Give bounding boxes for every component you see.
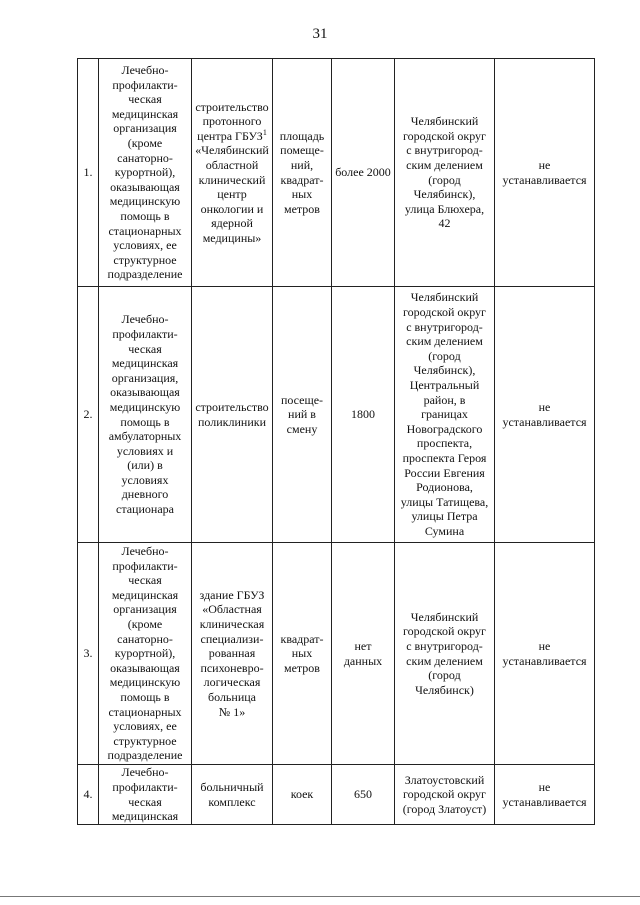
unit-cell: коек (273, 765, 332, 825)
facility-type-cell: Лечебно- профилакти- ческая медицинская (99, 765, 192, 825)
table-row (78, 59, 595, 287)
unit-cell: квадрат- ных метров (273, 543, 332, 765)
zone-cell: не устанавливается (495, 543, 595, 765)
zone-cell: не устанавливается (495, 287, 595, 543)
row-number: 3. (78, 543, 99, 765)
value-cell: 650 (332, 765, 395, 825)
object-cell: строительство поликлиники (192, 287, 273, 543)
page-bottom-edge (0, 896, 640, 897)
table-row (78, 287, 595, 543)
unit-cell: посеще- ний в смену (273, 287, 332, 543)
value-cell: нет данных (332, 543, 395, 765)
location-cell: Златоустовский городской округ (город Златоуст) (395, 765, 495, 825)
value-cell: 1800 (332, 287, 395, 543)
location-cell: Челябинский городской округ с внутригород- ским делением (город Челябинск), Центральный район, в границах Новоградского проспекта, проспекта Героя России Евгения Родионова, улицы Татищева, улицы Петра Сумина (395, 287, 495, 543)
zone-cell: не устанавливается (495, 765, 595, 825)
facility-type-cell: Лечебно- профилакти- ческая медицинская организация (кроме санаторно- курортной), оказывающая медицинскую помощь в стационарных условиях, ее структурное подразделение (99, 59, 192, 287)
location-cell: Челябинский городской округ с внутригород- ским делением (город Челябинск), улица Блюхера, 42 (395, 59, 495, 287)
object-cell: больничный комплекс (192, 765, 273, 825)
footnote-mark: 1 (262, 127, 267, 137)
table-row (78, 765, 595, 825)
facility-type-cell: Лечебно- профилакти- ческая медицинская организация, оказывающая медицинскую помощь в амбулаторных условиях и (или) в условиях дневного стационара (99, 287, 192, 543)
value-cell: более 2000 (332, 59, 395, 287)
row-number: 1. (78, 59, 99, 287)
zone-cell: не устанавливается (495, 59, 595, 287)
facilities-table (77, 58, 595, 825)
facility-type-cell: Лечебно- профилакти- ческая медицинская организация (кроме санаторно- курортной), оказывающая медицинскую помощь в стационарных условиях, ее структурное подразделение (99, 543, 192, 765)
unit-cell: площадь помеще- ний, квадрат- ных метров (273, 59, 332, 287)
page-number: 31 (312, 26, 328, 42)
object-cell: строительство протонного центра ГБУЗ$^1$ «Челябинский областной клинический центр онкологии и ядерной медицины» (192, 59, 273, 287)
row-number: 4. (78, 765, 99, 825)
object-cell: здание ГБУЗ «Областная клиническая специализи- рованная психоневро- логическая больница № 1» (192, 543, 273, 765)
location-cell: Челябинский городской округ с внутригород- ским делением (город Челябинск) (395, 543, 495, 765)
table-row (78, 543, 595, 765)
row-number: 2. (78, 287, 99, 543)
